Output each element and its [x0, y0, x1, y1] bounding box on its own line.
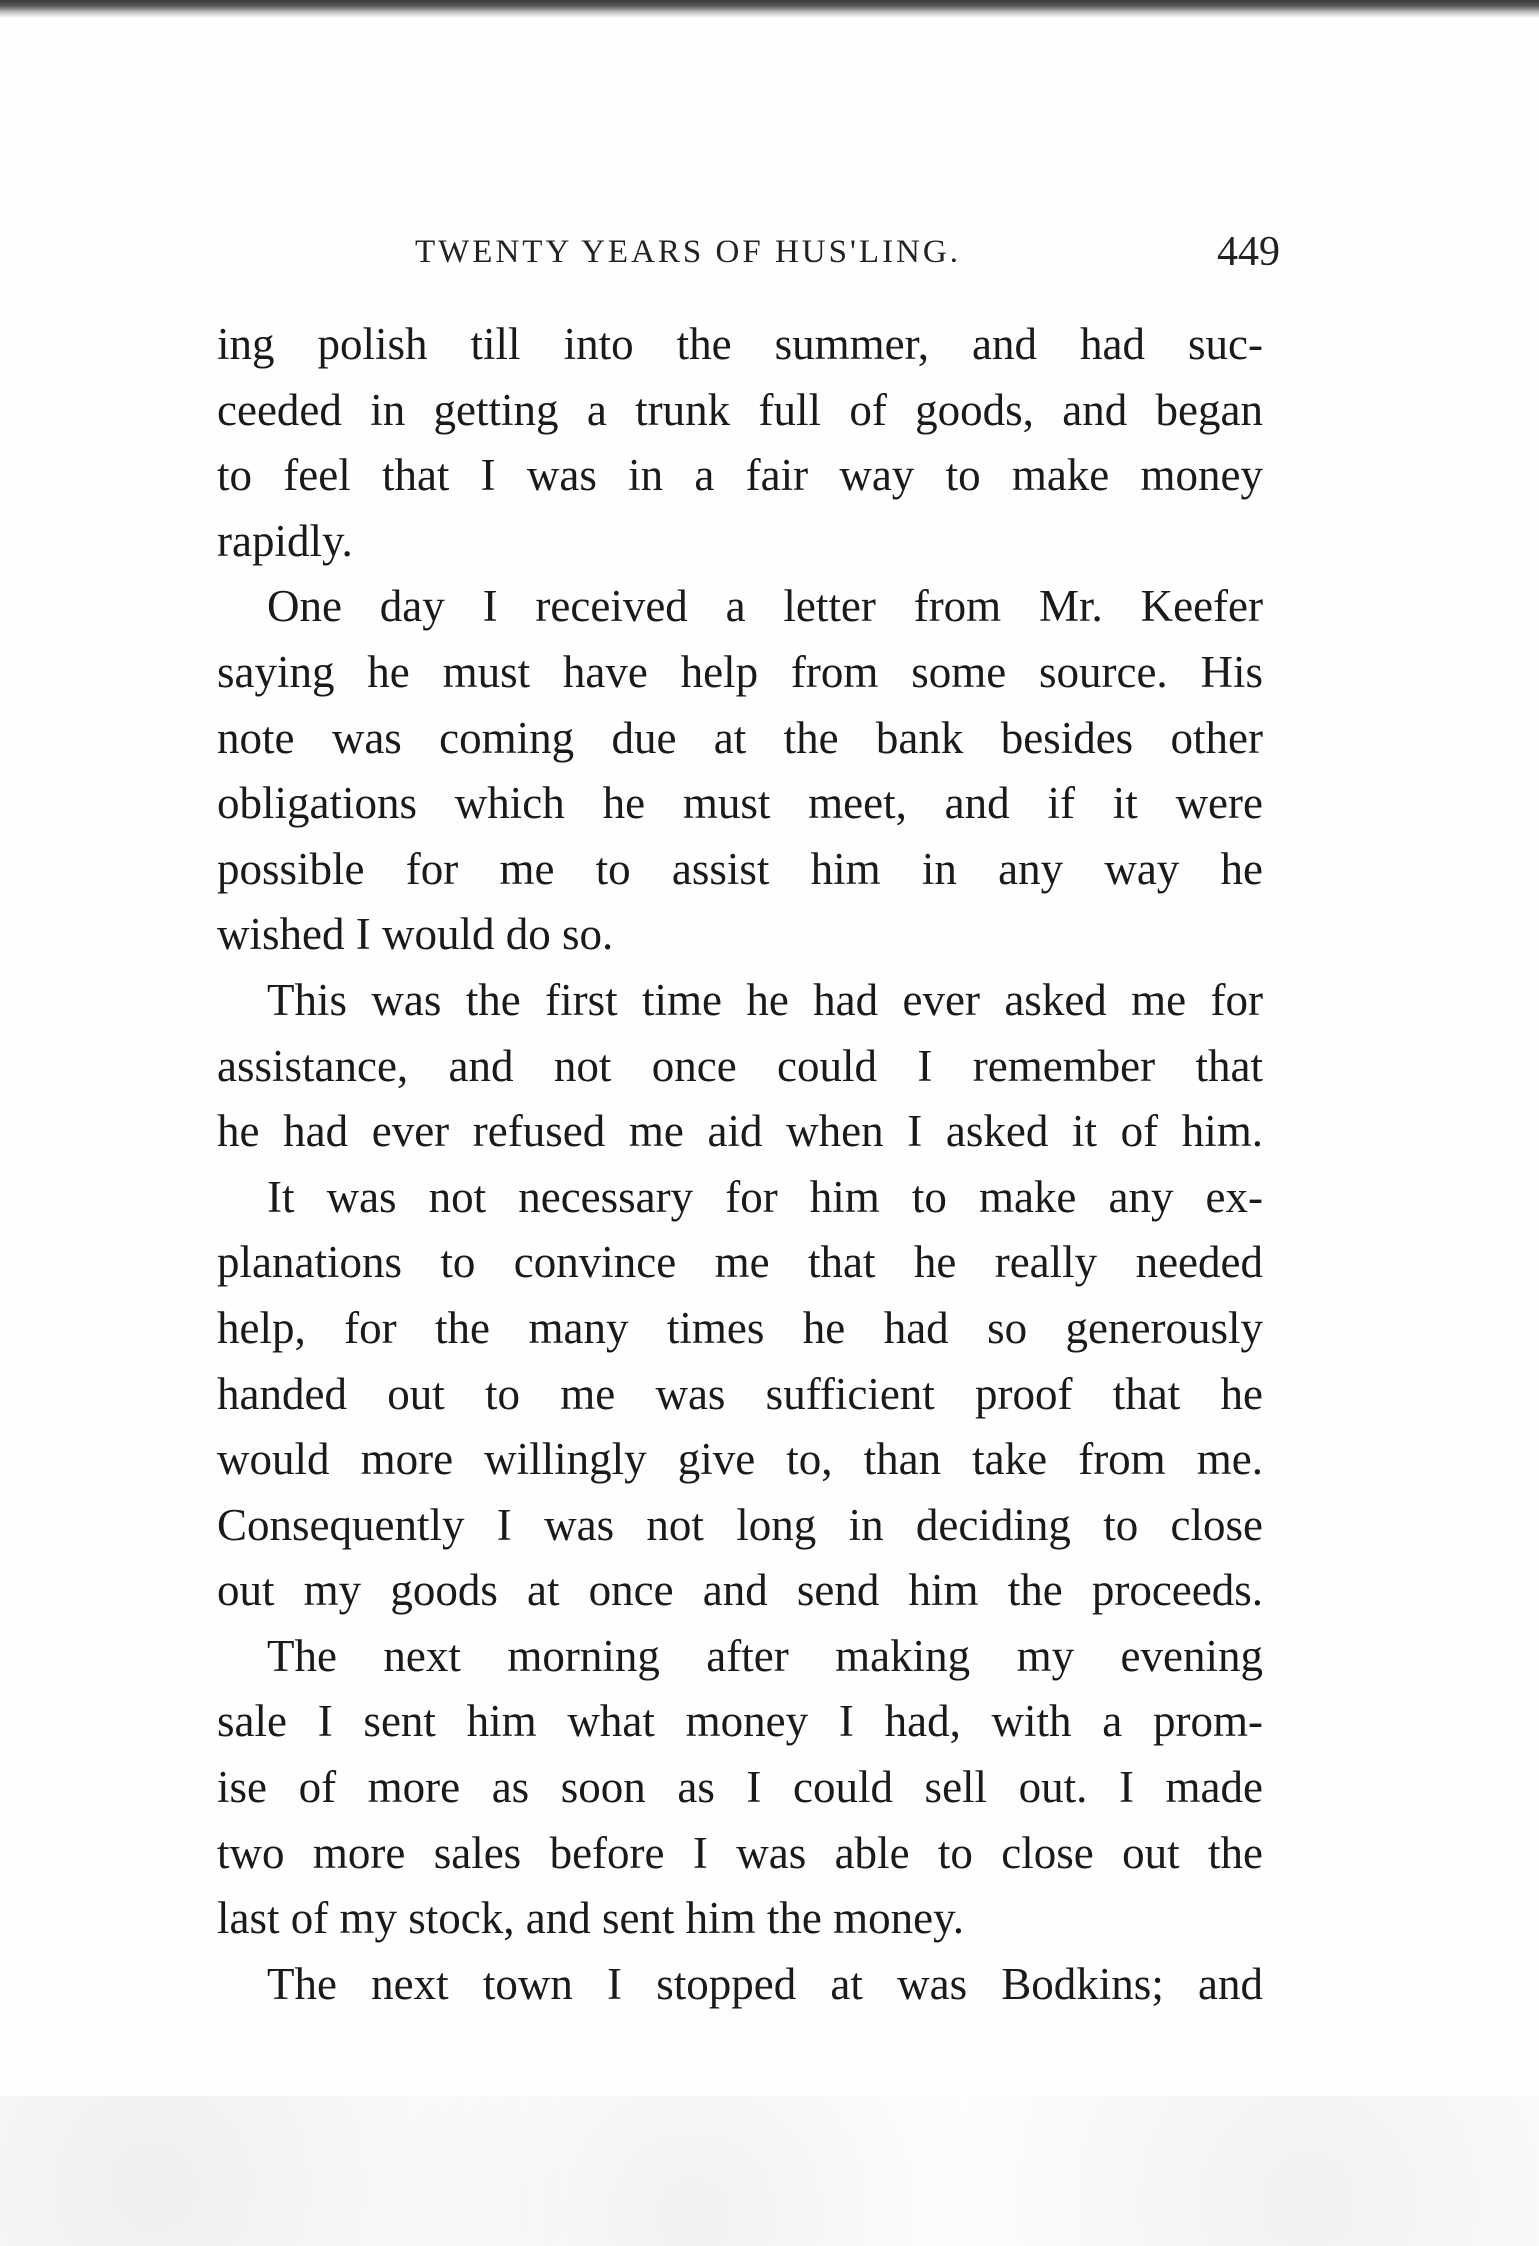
text-line: help, for the many times he had so generously — [217, 1302, 1263, 1353]
text-line: obligations which he must meet, and if it were — [217, 778, 1263, 829]
page-number: 449 — [1217, 229, 1280, 275]
text-line: rapidly. — [217, 515, 353, 566]
page-top-edge — [0, 0, 1539, 18]
text-line: note was coming due at the bank besides other — [217, 712, 1263, 763]
text-line: would more willingly give to, than take from me. — [217, 1434, 1263, 1485]
text-line: One day I received a letter from Mr. Keefer — [267, 581, 1263, 632]
running-head — [210, 229, 1280, 292]
text-line: possible for me to assist him in any way he — [217, 843, 1263, 894]
text-line: two more sales before I was able to close out the — [217, 1827, 1263, 1878]
text-line: ing polish till into the summer, and had suc- — [217, 319, 1263, 369]
text-line: It was not necessary for him to make any ex- — [267, 1171, 1263, 1222]
text-line: he had ever refused me aid when I asked it of him. — [217, 1106, 1263, 1157]
text-line: The next town I stopped at was Bodkins; and — [267, 1958, 1263, 2009]
text-line: sale I sent him what money I had, with a prom- — [217, 1696, 1263, 1747]
text-line: ise of more as soon as I could sell out. I made — [217, 1762, 1263, 1813]
body-text — [217, 312, 1263, 2017]
text-line: handed out to me was sufficient proof that he — [217, 1368, 1263, 1419]
text-line: planations to convince me that he really needed — [217, 1237, 1263, 1288]
text-line: out my goods at once and send him the proceeds. — [217, 1565, 1263, 1616]
running-head-title: TWENTY YEARS OF HUS'LING. — [415, 234, 961, 270]
text-line: to feel that I was in a fair way to make money — [217, 450, 1263, 501]
text-line: last of my stock, and sent him the money. — [217, 1893, 964, 1944]
text-line: saying he must have help from some source. His — [217, 646, 1263, 697]
text-line: wished I would do so. — [217, 909, 614, 960]
text-line: ceeded in getting a trunk full of goods, and began — [217, 384, 1263, 435]
text-line: This was the first time he had ever asked me for — [267, 974, 1263, 1025]
text-line: Consequently I was not long in deciding to close — [217, 1499, 1263, 1550]
text-line: assistance, and not once could I remember that — [217, 1040, 1263, 1091]
page-bottom-speckle — [0, 2096, 1539, 2246]
text-line: The next morning after making my evening — [267, 1630, 1263, 1681]
